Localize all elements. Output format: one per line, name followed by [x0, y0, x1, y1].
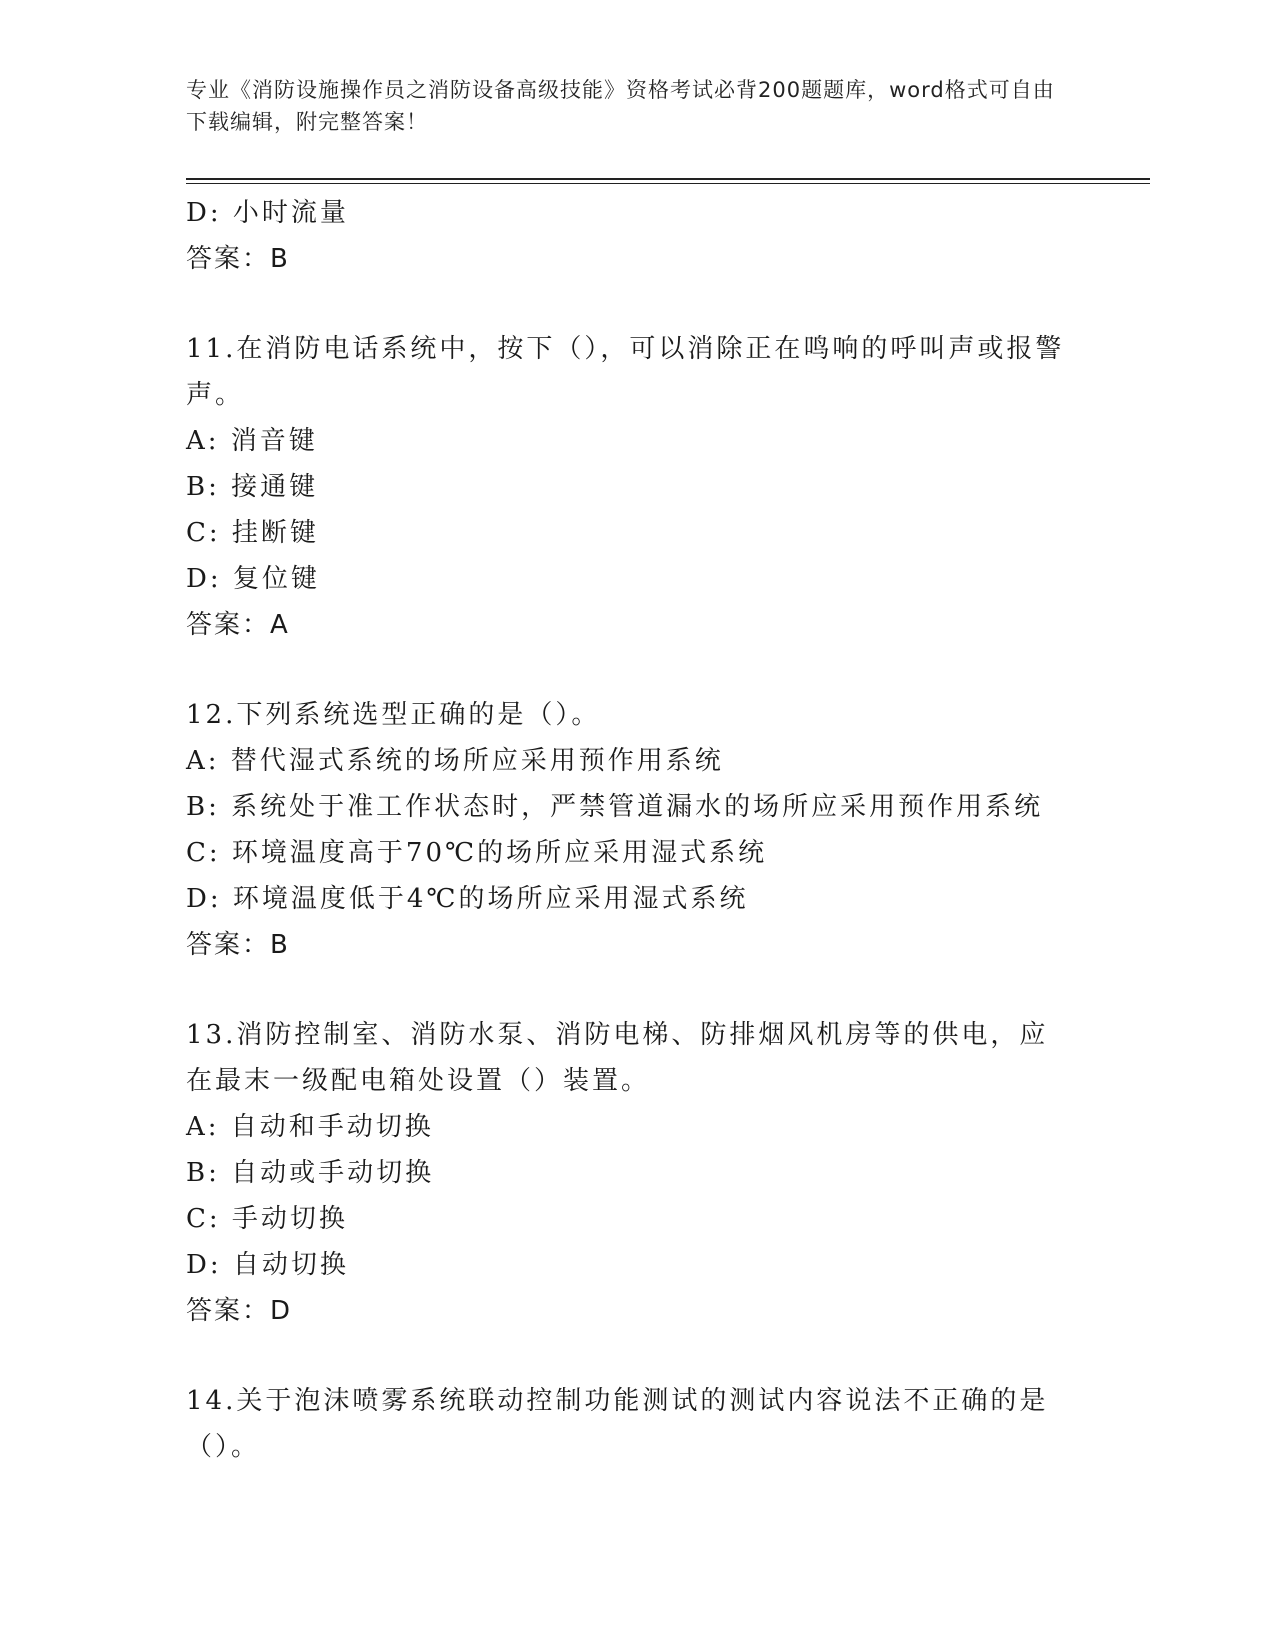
- answer: 答案：A: [186, 610, 290, 640]
- question-text: 14.关于泡沫喷雾系统联动控制功能测试的测试内容说法不正确的是（）。: [186, 1386, 1049, 1462]
- question-13: [186, 1012, 1086, 1334]
- option-c: C: 挂断键: [186, 518, 319, 548]
- question-11: [186, 326, 1086, 648]
- option-a: A: 替代湿式系统的场所应采用预作用系统: [186, 746, 724, 776]
- option-d: D: 环境温度低于4℃的场所应采用湿式系统: [186, 884, 749, 914]
- question-12: [186, 692, 1086, 968]
- option-d: D: 复位键: [186, 564, 320, 594]
- option-b: B: 系统处于准工作状态时，严禁管道漏水的场所应采用预作用系统: [186, 792, 1044, 822]
- option-a: A: 消音键: [186, 426, 318, 456]
- question-text: 13.消防控制室、消防水泵、消防电梯、防排烟风机房等的供电，应在最末一级配电箱处设置（）装置。: [186, 1020, 1049, 1096]
- option-b: B: 接通键: [186, 472, 319, 502]
- document-header: 专业《消防设施操作员之消防设备高级技能》资格考试必背200题题库，word格式可自由下载编辑，附完整答案！: [186, 78, 1055, 134]
- header-rule-thin: [186, 183, 1150, 184]
- option-d: D: 小时流量: [186, 198, 349, 228]
- option-b: B: 自动或手动切换: [186, 1158, 435, 1188]
- option-c: C: 环境温度高于70℃的场所应采用湿式系统: [186, 838, 768, 868]
- question-text: 11.在消防电话系统中，按下（），可以消除正在鸣响的呼叫声或报警声。: [186, 334, 1065, 410]
- option-a: A: 自动和手动切换: [186, 1112, 434, 1142]
- question-text: 12.下列系统选型正确的是（）。: [186, 700, 601, 730]
- answer: 答案：B: [186, 244, 290, 274]
- document-body: [186, 190, 1086, 1470]
- option-c: C: 手动切换: [186, 1204, 348, 1234]
- answer: 答案：D: [186, 1296, 293, 1326]
- option-d: D: 自动切换: [186, 1250, 349, 1280]
- question-14: [186, 1378, 1086, 1470]
- header-rule: [186, 178, 1150, 180]
- answer: 答案：B: [186, 930, 290, 960]
